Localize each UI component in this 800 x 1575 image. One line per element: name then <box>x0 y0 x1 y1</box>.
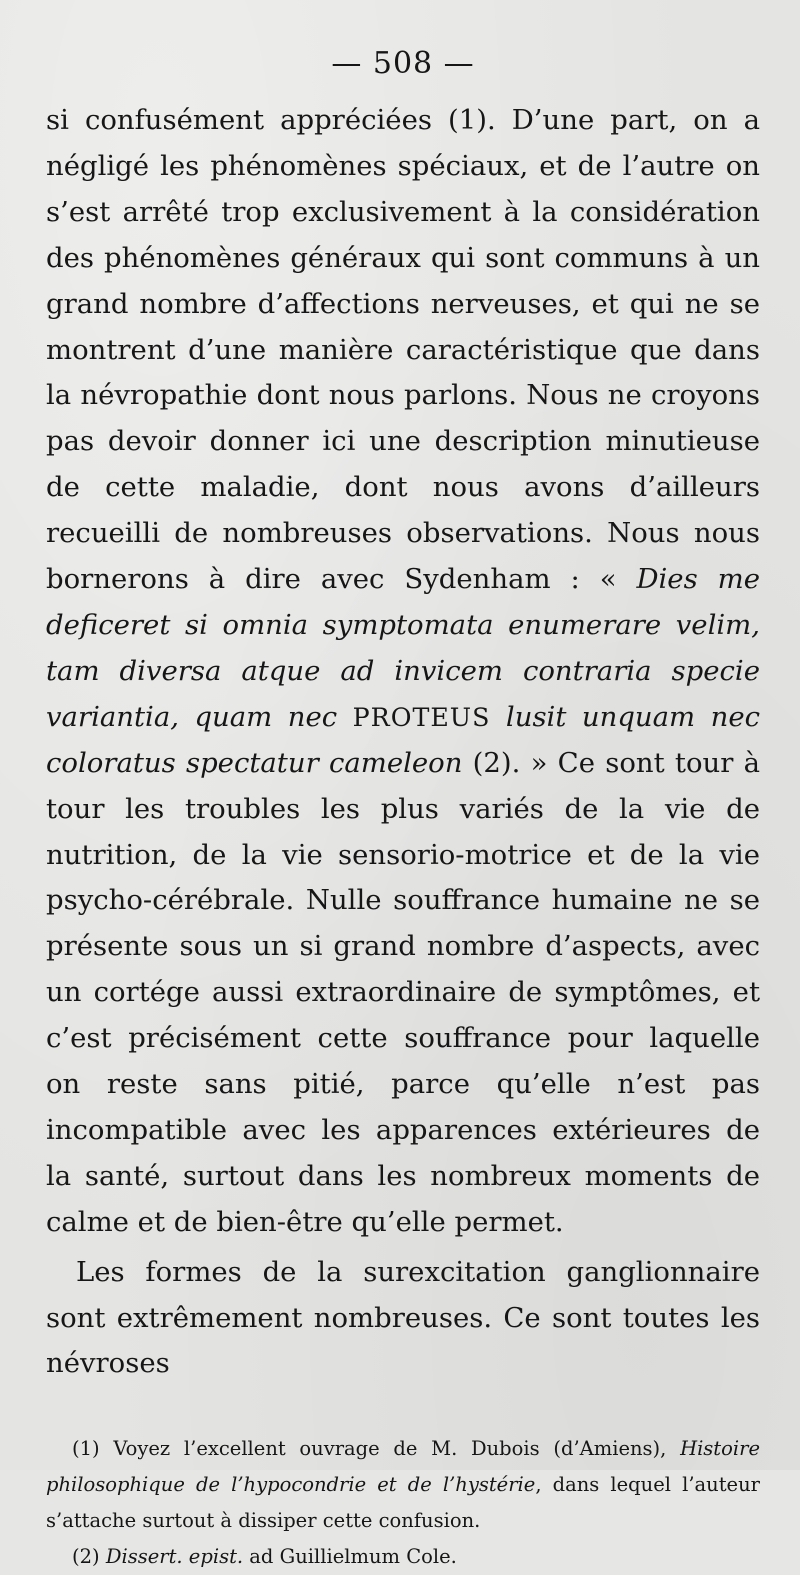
latin-quote-part-2: lusit unquam nec coloratus spectatur cameleon <box>46 700 760 779</box>
paragraph-1 <box>46 98 760 1246</box>
main-text <box>46 98 760 1387</box>
page-number: — 508 — <box>331 46 475 81</box>
footnote-2 <box>46 1539 760 1575</box>
paragraph-1-segment-5: (2). » Ce sont tour à tour les troubles les plus variés de la vie de nutrition, de la vie sensorio-motrice et de la vie psycho-cérébrale. Nulle souffrance humaine ne se présente sous un si grand nombre d’aspects, avec un cortége aussi extraordinaire de symptômes, et c’est précisément cette souffrance pour laquelle on reste sans pitié, parce qu’elle n’est pas incompatible avec les apparences extérieures de la santé, surtout dans les nombreux moments de calme et de bien-être qu’elle permet. <box>46 746 760 1238</box>
footnote-2-title: Dissert. epist. <box>105 1545 244 1569</box>
footnote-1-segment-3: , dans lequel l’auteur s’attache surtout à dissiper cette confusion. <box>46 1473 760 1533</box>
footnote-2-segment-3: ad Guillielmum Cole. <box>243 1545 457 1569</box>
footnote-1-title: Histoire philosophique de l’hypocondrie et de l’hystérie <box>46 1437 760 1497</box>
latin-quote-proteus: PROTEUS <box>352 702 491 732</box>
footnote-1 <box>46 1431 760 1539</box>
paragraph-1-segment-1: si confusément appréciées (1). D’une part, on a négligé les phénomènes spéciaux, et de l’autre on s’est arrêté trop exclusivement à la considération des phénomènes généraux qui sont communs à un grand nombre d’affections nerveuses, et qui ne se montrent d’une manière caractéristique que dans la névropathie dont nous parlons. Nous ne croyons pas devoir donner ici une description minutieuse de cette maladie, dont nous avons d’ailleurs recueilli de nombreuses observations. Nous nous bornerons à dire avec Sydenham : « <box>46 104 760 596</box>
latin-quote-part-1: Dies me deficeret si omnia symptomata enumerare velim, tam diversa atque ad invicem contraria specie variantia, quam nec <box>46 563 760 733</box>
footnotes <box>46 1431 760 1575</box>
paragraph-2-segment-1: Les formes de la surexcitation ganglionnaire sont extrêmement nombreuses. Ce sont toutes les névroses <box>46 1255 760 1380</box>
footnote-1-segment-1: (1) Voyez l’excellent ouvrage de M. Dubois (d’Amiens), <box>72 1437 681 1461</box>
paragraph-2 <box>46 1250 760 1388</box>
footnote-2-segment-1: (2) <box>72 1545 106 1569</box>
